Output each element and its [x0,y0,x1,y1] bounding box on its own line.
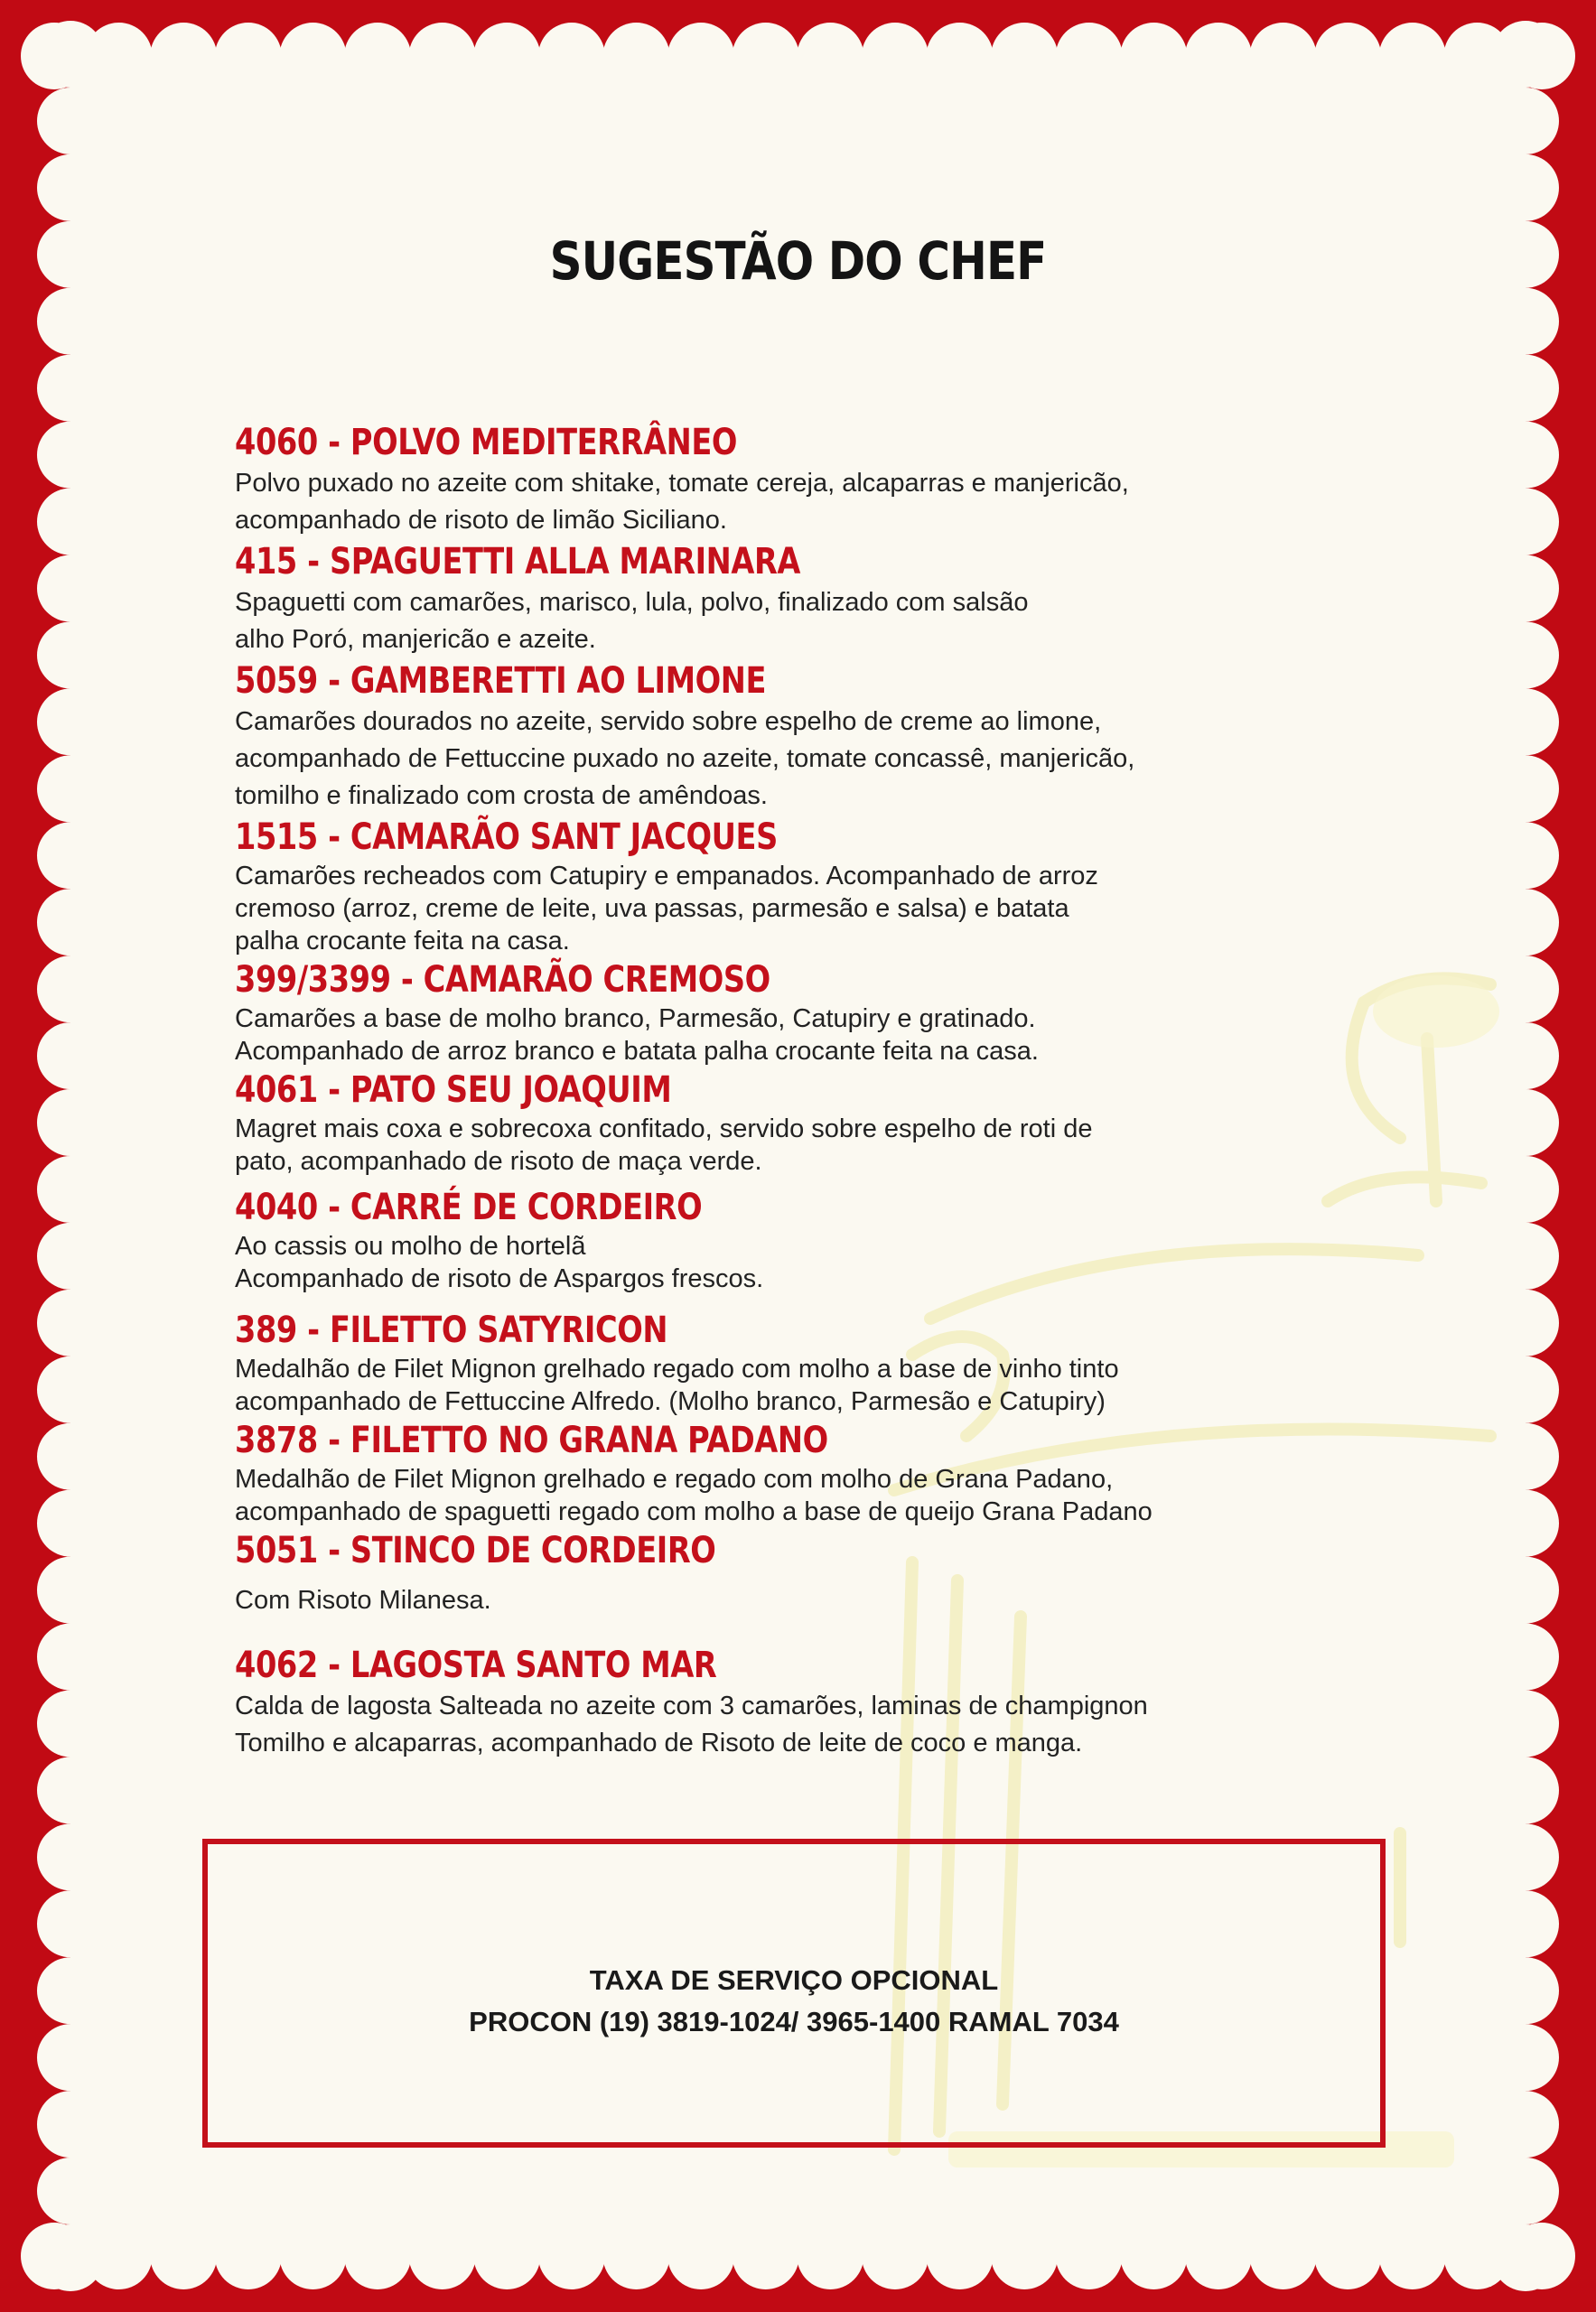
description-line: Ao cassis ou molho de hortelã [235,1232,586,1261]
description-line: pato, acompanhado de risoto de maça verde. [235,1147,762,1176]
menu-item [235,1185,1274,1295]
description-line: Spaguetti com camarões, marisco, lula, polvo, finalizado com salsão [235,588,1029,617]
menu-item-description [235,1353,1274,1418]
menu-item-description [235,1582,1274,1619]
menu-list [235,420,1274,1762]
description-line: Magret mais coxa e sobrecoxa confitado, servido sobre espelho de roti de [235,1114,1093,1143]
description-line: cremoso (arroz, creme de leite, uva passas, parmesão e salsa) e batata [235,894,1069,923]
description-line: Camarões recheados com Catupiry e empanados. Acompanhado de arroz [235,862,1098,890]
description-line: Acompanhado de arroz branco e batata palha crocante feita na casa. [235,1037,1039,1066]
menu-item [235,957,1274,1067]
menu-item-name: 415 - SPAGUETTI ALLA MARINARA [235,541,801,583]
menu-item [235,1418,1274,1528]
description-line: Camarões dourados no azeite, servido sobre espelho de creme ao limone, [235,707,1102,736]
description-line: palha crocante feita na casa. [235,927,570,956]
menu-item [235,539,1274,658]
description-line: acompanhado de Fettuccine Alfredo. (Molho branco, Parmesão e Catupiry) [235,1387,1106,1416]
menu-item [235,420,1274,539]
description-line: Calda de lagosta Salteada no azeite com 3 camarões, laminas de champignon [235,1692,1148,1720]
description-line: alho Poró, manjericão e azeite. [235,625,596,654]
menu-item-name: 4061 - PATO SEU JOAQUIM [235,1069,672,1111]
menu-item-description [235,584,1274,658]
menu-item [235,1643,1274,1762]
procon-contact: PROCON (19) 3819-1024/ 3965-1400 RAMAL 7034 [469,2006,1119,2037]
description-line: Camarões a base de molho branco, Parmesão, Catupiry e gratinado. [235,1004,1036,1033]
menu-item-description [235,1113,1274,1178]
description-line: acompanhado de risoto de limão Siciliano. [235,506,727,535]
menu-item [235,1528,1274,1619]
menu-item-description [235,1463,1274,1528]
menu-item-name: 3878 - FILETTO NO GRANA PADANO [235,1420,828,1461]
page-title: SUGESTÃO DO CHEF [549,230,1047,292]
menu-item-name: 5051 - STINCO DE CORDEIRO [235,1530,716,1571]
description-line: Medalhão de Filet Mignon grelhado regado com molho a base de vinho tinto [235,1355,1119,1384]
menu-item [235,1067,1274,1178]
menu-item-description [235,1002,1274,1067]
menu-item-name: 4040 - CARRÉ DE CORDEIRO [235,1187,703,1228]
description-line: Acompanhado de risoto de Aspargos frescos. [235,1264,764,1293]
menu-item-name: 389 - FILETTO SATYRICON [235,1310,668,1351]
service-fee-note: TAXA DE SERVIÇO OPCIONAL [589,1964,999,1996]
description-line: Medalhão de Filet Mignon grelhado e regado com molho de Grana Padano, [235,1465,1114,1494]
menu-item-description [235,465,1274,539]
menu-item-description [235,1230,1274,1295]
service-info-text [208,1960,1380,2043]
description-line: acompanhado de Fettuccine puxado no azeite, tomate concassê, manjericão, [235,744,1135,773]
menu-item-name: 399/3399 - CAMARÃO CREMOSO [235,959,770,1001]
menu-item-description [235,704,1274,815]
menu-item [235,1308,1274,1418]
description-line: Polvo puxado no azeite com shitake, tomate cereja, alcaparras e manjericão, [235,469,1129,498]
description-line: Com Risoto Milanesa. [235,1586,491,1615]
description-line: acompanhado de spaguetti regado com molho a base de queijo Grana Padano [235,1497,1153,1526]
menu-item [235,815,1274,957]
description-line: tomilho e finalizado com crosta de amêndoas. [235,781,768,810]
menu-item [235,658,1274,815]
menu-item-description [235,1688,1274,1762]
description-line: Tomilho e alcaparras, acompanhado de Risoto de leite de coco e manga. [235,1729,1083,1757]
menu-item-description [235,860,1274,957]
menu-item-name: 4060 - POLVO MEDITERRÂNEO [235,422,738,463]
service-info-box [202,1839,1386,2148]
menu-item-name: 5059 - GAMBERETTI AO LIMONE [235,660,766,702]
menu-item-name: 1515 - CAMARÃO SANT JACQUES [235,816,778,858]
menu-item-name: 4062 - LAGOSTA SANTO MAR [235,1645,717,1686]
